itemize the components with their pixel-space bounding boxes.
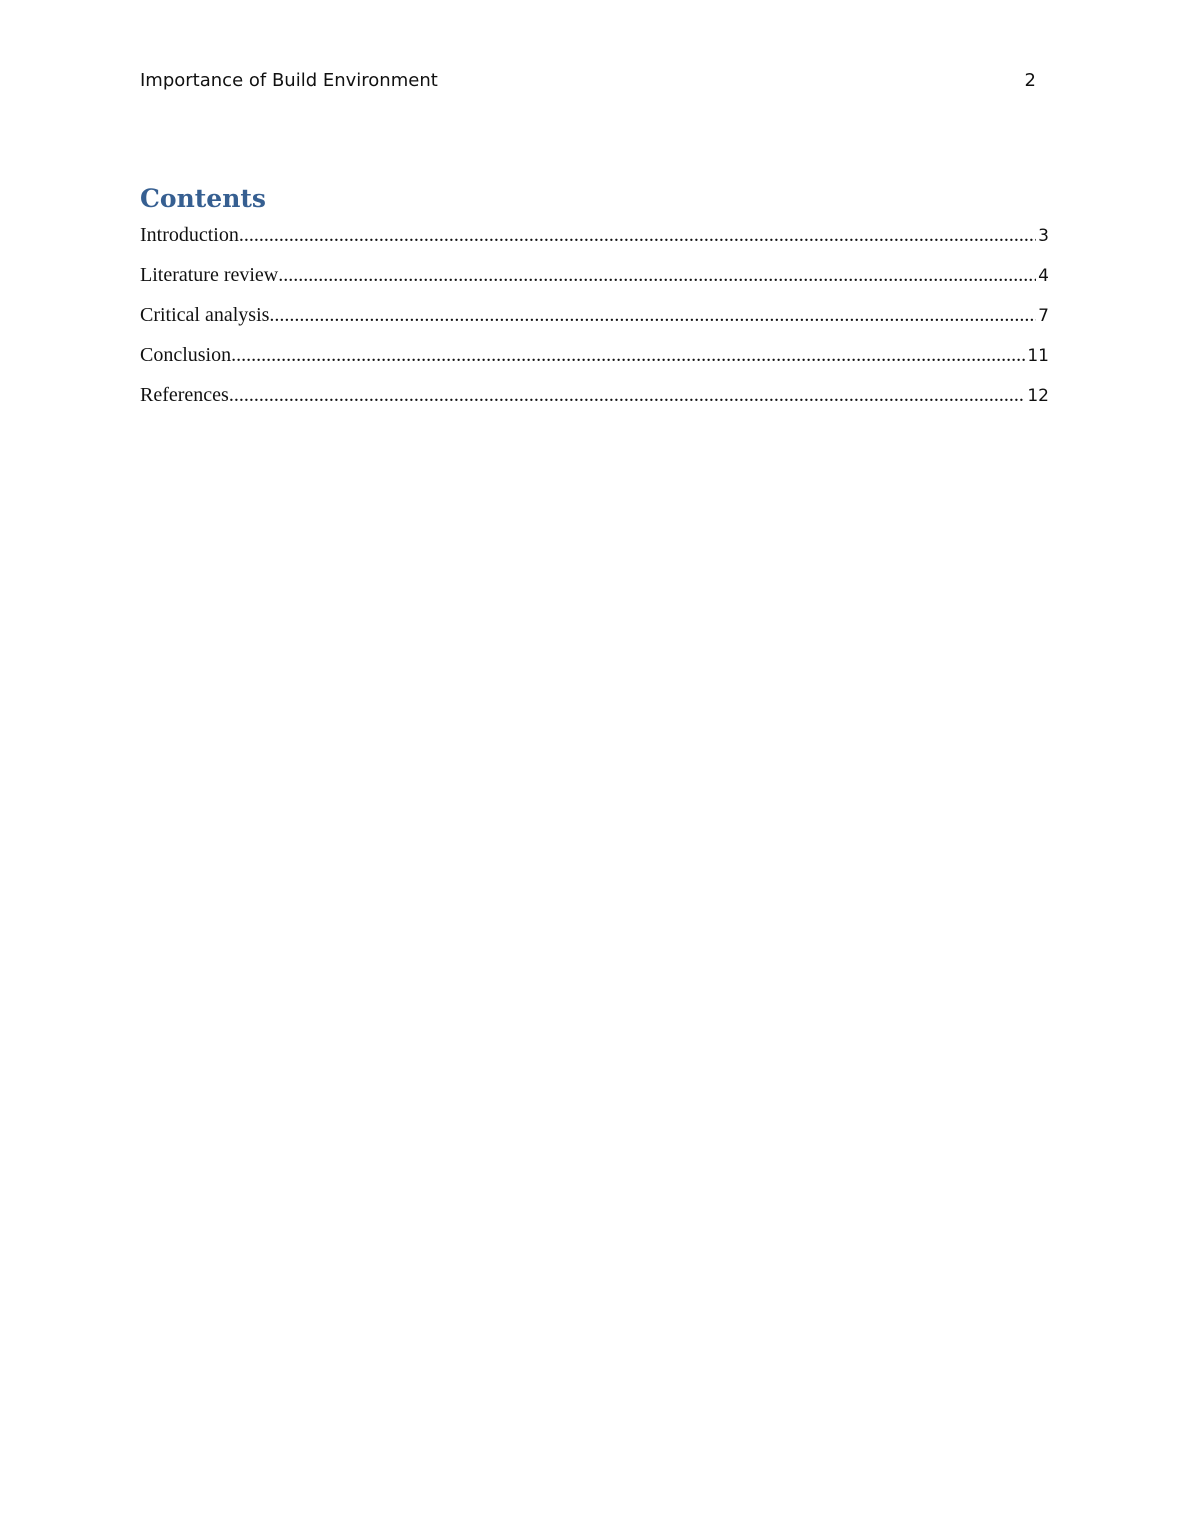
toc-entry-title: Literature review <box>140 264 279 286</box>
toc-entry-page: 4 <box>1038 266 1049 286</box>
toc-entry-title: Conclusion <box>140 344 232 366</box>
toc-entry-title: References <box>140 384 229 406</box>
toc-dot-leader <box>231 344 1025 367</box>
toc-entry-introduction[interactable] <box>140 224 1049 264</box>
toc-heading: Contents <box>140 184 267 213</box>
page-header <box>140 70 1036 96</box>
toc-entry-page: 3 <box>1038 226 1049 246</box>
running-head-title: Importance of Build Environment <box>140 70 438 91</box>
toc-entry-page: 7 <box>1038 306 1049 326</box>
toc-dot-leader <box>229 384 1026 407</box>
toc-dot-leader <box>239 224 1036 247</box>
toc-entry-literature-review[interactable] <box>140 264 1049 304</box>
toc-entry-critical-analysis[interactable] <box>140 304 1049 344</box>
toc-entry-references[interactable] <box>140 384 1049 424</box>
table-of-contents <box>140 224 1049 424</box>
toc-entry-title: Introduction <box>140 224 239 246</box>
page-number: 2 <box>1024 70 1036 91</box>
toc-dot-leader <box>269 304 1036 327</box>
toc-entry-conclusion[interactable] <box>140 344 1049 384</box>
toc-entry-page: 11 <box>1027 346 1049 366</box>
toc-dot-leader <box>278 264 1036 287</box>
toc-entry-page: 12 <box>1027 386 1049 406</box>
toc-entry-title: Critical analysis <box>140 304 270 326</box>
